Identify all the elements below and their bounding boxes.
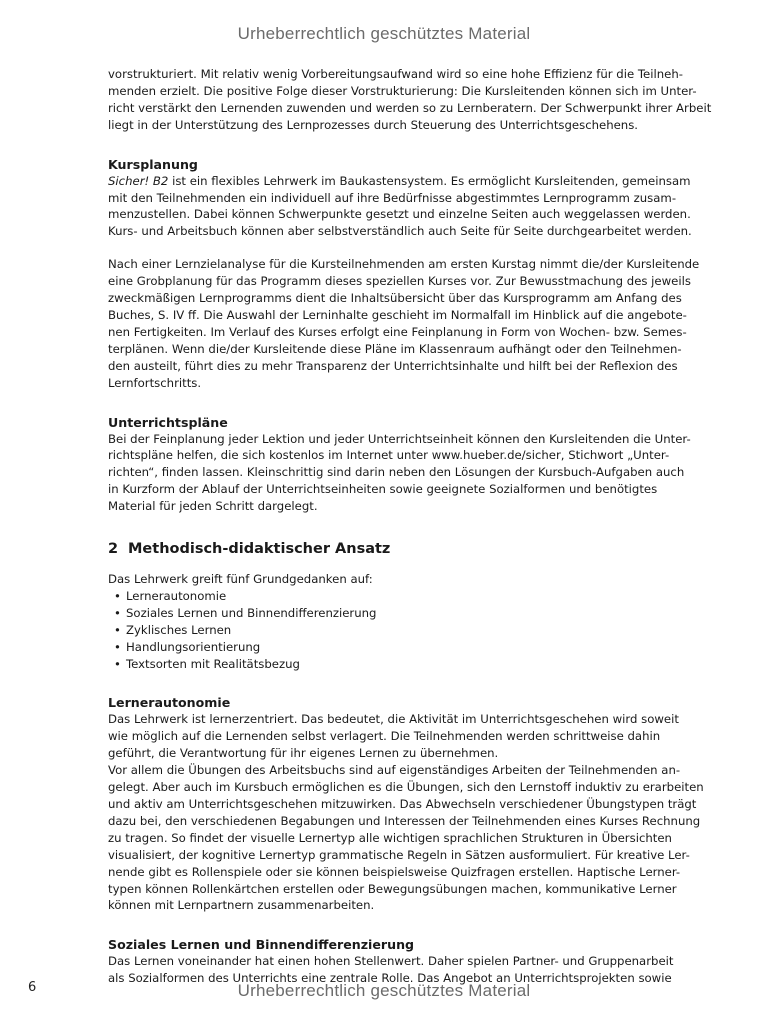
text-line: typen können Rollenkärtchen erstellen oder Bewegungsübungen machen, kommunikative Lerner: [108, 881, 677, 896]
copyright-watermark-bottom: Urheberrechtlich geschütztes Material: [237, 981, 531, 1000]
intro-paragraph: [108, 66, 712, 134]
text-line: terplänen. Wenn die/der Kursleitende diese Pläne im Klassenraum aufhängt oder den Teilnehmen-: [108, 341, 682, 356]
text-line: geführt, die Verantwortung für ihr eigenes Lernen zu übernehmen.: [108, 746, 499, 761]
page-number: 6: [28, 980, 37, 995]
section-soziales-lernen: [108, 936, 674, 987]
text-line: richtspläne helfen, die sich kostenlos im Internet unter www.hueber.de/sicher, Stichwort „Unter-: [108, 448, 670, 463]
text-line: Lernfortschritts.: [108, 375, 202, 390]
list-item: [108, 656, 668, 673]
book-title: Sicher! B2: [108, 173, 169, 188]
list-item-label: Textsorten mit Realitätsbezug: [126, 656, 300, 671]
heading-lernerautonomie: Lernerautonomie: [108, 695, 231, 711]
chapter-title: Methodisch-didaktischer Ansatz: [128, 541, 391, 558]
chapter-number: 2: [108, 541, 119, 558]
text-line: liegt in der Unterstützung des Lernprozesses durch Steuerung des Unterrichtsgeschehens.: [108, 117, 639, 132]
text-line: zweckmäßigen Lernprogramms dient die Inhaltsübersicht über das Kursprogramm am Anfang des: [108, 291, 682, 306]
text-line: richten“, finden lassen. Kleinschrittig sind darin neben den Lösungen der Kursbuch-Aufgaben auch: [108, 465, 685, 480]
chapter-heading: [108, 539, 668, 559]
text-line: menden erzielt. Die positive Folge dieser Vorstrukturierung: Die Kursleitenden können sich im Unter-: [108, 83, 697, 98]
copyright-watermark-top: Urheberrechtlich geschütztes Material: [237, 24, 531, 43]
list-item: [108, 605, 668, 622]
list-item-label: Lernerautonomie: [126, 588, 227, 603]
text-line: eine Grobplanung für das Programm dieses speziellen Kurses vor. Zur Bewusstmachung des jeweils: [108, 274, 691, 289]
text-line: visualisiert, der kognitive Lernertyp grammatische Regeln in Sätzen ausformuliert. Für kreative Ler-: [108, 847, 690, 862]
bullet-icon: •: [114, 588, 121, 603]
text-line: gelegt. Aber auch im Kursbuch ermöglichen es die Übungen, sich den Lernstoff induktiv zu erarbeiten: [108, 780, 704, 795]
text-line: Das Lehrwerk greift fünf Grundgedanken auf:: [108, 572, 373, 587]
text-line: menzustellen. Dabei können Schwerpunkte gesetzt und einzelne Seiten auch weggelassen werden.: [108, 207, 691, 222]
page-content: [108, 66, 712, 987]
text-line: mit den Teilnehmenden ein individuell auf ihre Bedürfnisse abgestimmtes Lernprogramm zusam-: [108, 190, 677, 205]
bullet-icon: •: [114, 605, 121, 620]
text-line: Vor allem die Übungen des Arbeitsbuchs sind auf eigenständiges Arbeiten der Teilnehmenden an-: [108, 763, 681, 778]
text-line: vorstrukturiert. Mit relativ wenig Vorbereitungsaufwand wird so eine hohe Effizienz für die Teilneh-: [108, 67, 683, 81]
heading-soziales-lernen: Soziales Lernen und Binnendifferenzierung: [108, 937, 415, 953]
text-line: den austeilt, führt dies zu mehr Transparenz der Unterrichtsinhalte und hilft bei der Reflexion des: [108, 358, 678, 373]
bullet-icon: •: [114, 656, 121, 671]
list-item: [108, 639, 668, 656]
principles-list: [108, 588, 668, 673]
text-line: und aktiv am Unterrichtsgeschehen mitzuwirken. Das Abwechseln verschiedener Übungstypen trägt: [108, 797, 697, 811]
text-line: dazu bei, den verschiedenen Begabungen und Interessen der Teilnehmenden eines Kurses Rechnung: [108, 813, 701, 828]
text-line: Nach einer Lernzielanalyse für die Kursteilnehmenden am ersten Kurstag nimmt die/der Kursleitende: [108, 257, 700, 272]
text-line: Das Lernen voneinander hat einen hohen Stellenwert. Daher spielen Partner- und Gruppenarbeit: [108, 954, 674, 969]
list-item-label: Zyklisches Lernen: [126, 622, 232, 637]
text-line: in Kurzform der Ablauf der Unterrichtseinheiten sowie geeignete Sozialformen und benötigtes: [108, 482, 658, 497]
text-line: zu tragen. So findet der visuelle Lernertyp alle wichtigen sprachlichen Strukturen in Übersichten: [108, 830, 672, 845]
text-line: können mit Lernpartnern zusammenarbeiten.: [108, 898, 375, 913]
text-line: als Sozialformen des Unterrichts eine zentrale Rolle. Das Angebot an Unterrichtsprojekten sowie: [108, 971, 672, 986]
bullet-icon: •: [114, 622, 121, 637]
list-item: [108, 588, 668, 605]
text-line: wie möglich auf die Lernenden selbst verlagert. Die Teilnehmenden werden schrittweise dahin: [108, 729, 661, 744]
section-lernerautonomie: [108, 694, 704, 914]
heading-unterrichtsplaene: Unterrichtspläne: [108, 414, 228, 430]
text-span: ist ein flexibles Lehrwerk im Baukastensystem. Es ermöglicht Kursleitenden, gemeinsam: [168, 173, 691, 188]
section-unterrichtsplaene: [108, 414, 691, 516]
bullet-icon: •: [114, 639, 121, 654]
text-line: Das Lehrwerk ist lernerzentriert. Das bedeutet, die Aktivität im Unterrichtsgeschehen wird soweit: [108, 712, 679, 727]
list-item: [108, 622, 668, 639]
list-item-label: Handlungsorientierung: [126, 639, 261, 654]
section-methodisch-didaktischer-ansatz: [108, 539, 668, 672]
text-line: Kurs- und Arbeitsbuch können aber selbstverständlich auch Seite für Seite durchgearbeitet werden.: [108, 224, 692, 239]
text-line: [108, 173, 691, 190]
text-line: Buches, S. IV ff. Die Auswahl der Lerninhalte geschieht im Normalfall im Hinblick auf die angebote-: [108, 307, 687, 322]
list-item-label: Soziales Lernen und Binnendifferenzierung: [126, 605, 377, 620]
text-line: Bei der Feinplanung jeder Lektion und jeder Unterrichtseinheit können den Kursleitenden die Unter-: [108, 431, 691, 446]
section-kursplanung: [108, 156, 700, 392]
heading-kursplanung: Kursplanung: [108, 156, 198, 172]
text-line: nen Fertigkeiten. Im Verlauf des Kurses erfolgt eine Feinplanung in Form von Wochen- bzw. Semes-: [108, 324, 687, 339]
text-line: Material für jeden Schritt dargelegt.: [108, 499, 318, 514]
text-line: nende gibt es Rollenspiele oder sie können beispielsweise Quizfragen erstellen. Haptische Lerner-: [108, 864, 681, 879]
text-line: richt verstärkt den Lernenden zuwenden und werden so zu Lernberatern. Der Schwerpunkt ihrer Arbeit: [108, 100, 712, 115]
